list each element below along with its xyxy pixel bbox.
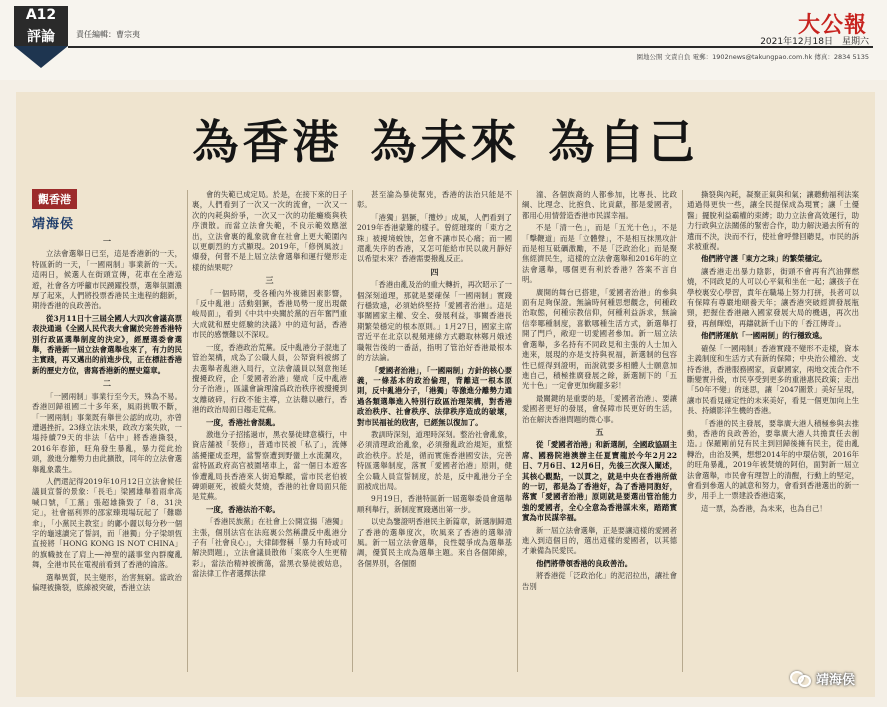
article-paragraph: 他們將帶領香港的良政善治。 <box>536 558 633 568</box>
page-number: A12 <box>25 7 57 23</box>
article-paragraph: 9月19日，香港特區新一屆選舉委員會選舉順利舉行，新制度實踐邁出第一步。 <box>357 494 512 514</box>
article-paragraph: 從3月11日十三屆全國人大四次會議高票表決通過《全國人民代表大會關於完善香港特別行政區選舉制度的決定》，經歷選委會選舉，香港新一屆立法會選舉也來了，有力的民主實踐，再又邁出的前進步伐，正在標註香港新的歷史方位，書寫香港新的歷史篇章。 <box>32 313 182 375</box>
article-column-3 <box>357 190 512 672</box>
article-paragraph: 以史為鑒證明香港民主新篇章，新選制歸還了香港的選舉度次，吹風來了香港的選舉清風。新一屆立法會選舉，良性競爭成為選舉基調，優質民主成為選舉主題。來自各個陣線，各個界別，各個圈 <box>357 517 512 568</box>
article-paragraph: 這一票，為香港，為未來，也為自己！ <box>701 503 827 513</box>
author-name: 靖海侯 <box>32 217 75 232</box>
article-paragraph: 最關鍵的是重要的是，「愛國者治港」、要讓愛國者更好的發展，會保障市民更好的生活，治在解決香港問題的微心事。 <box>522 393 677 424</box>
section-label: 評論 <box>27 29 55 45</box>
column-divider <box>352 190 353 672</box>
article-paragraph: 潼、各個族裔的人都參加，比專長、比政綱、比理念、比抱負、比貢獻，都是愛國者，都用心用情營造香港市民謀幸福。 <box>522 190 677 220</box>
column-divider <box>187 190 188 672</box>
article-column-1 <box>32 190 182 672</box>
section-number: 四 <box>430 266 439 277</box>
article-paragraph: 甚至淪為暴徒幫兇，香港的法治只能是不彰。 <box>357 190 512 210</box>
column-divider <box>682 190 683 672</box>
article-paragraph: 人們還記得2019年10月12日立法會候任議員宣誓的景象：「長毛」梁國雄舉着雨傘高喊口號，「工黨」張超雄撕毀了「8．31決定」，社會福利界的邵家臻現場玩起了「難聯傘」，「小黨民主教室」的鄺小麗以每分秒一個字的龜速讀完了誓詞，而「港獨」分子梁頌恆直接將「HONG KONG IS NOT CHINA」的旗幟披在了肩上──神聖的議事堂內群魔亂舞，全港市民在電視前看到了香港的淪落。 <box>32 476 182 570</box>
section-number: 五 <box>595 426 604 437</box>
article-paragraph: 他們將運航「一國兩制」的行穩致遠。 <box>701 331 827 341</box>
article-paragraph: 撕裂與內耗，凝聚正氣與和氣；讓聽動福利法案通過得更快一些，讓全民提保成為現實；讓「土優醫」擺脫利益霸權的束縛；助力立法會高效運行，助力行政與立法關係的緊密合作，助力解決過去所有的遺而不決，決而不行，使社會呼聲回聽見，市民的訴求被重視。 <box>687 190 859 252</box>
issue-date: 2021年12月18日 星期六 <box>760 37 869 47</box>
article-paragraph: 從「愛國者治港」和新選制，全國政協副主席、國務院港澳辦主任夏寶龍於今年2月22日、7月6日、12月6日，先後三次深入闡述，其核心觀點，一以貫之，就是中央在香港所做的一切，都是為了香港好，為了香港同胞好，落實「愛國者治港」原則就是要選出管治能力強的愛國者，全心全意為香港謀未來，踏踏實實為市民謀幸福。 <box>522 440 677 523</box>
article-paragraph: 一度，香港社會混亂。 <box>206 417 280 427</box>
article-paragraph: 「一個時期，受各種內外複雜因素影響，「反中亂港」活動猖獗，香港局勢一度出現嚴峻局面」，看到《中共中央關於黨的百年奮鬥重大成就和歷史經驗的決議》中的這句話，香港市民的感懷難以不深叹。 <box>192 288 347 340</box>
article-paragraph: 「香港的民主發展，要靠廣大港人積極參與去推動，香港的良政善治，要靠廣大港人共擔責任去創造。」保羅剛前兒有民主到回歸後擁有民主，從由亂轉治，由治及興，想想2014年的中環佔領，2016年的旺角暴亂，2019年被焚燒的阿伯，面對新一屆立法會選舉，市民會有理智上的清醒，行動上的堅定，會看到參選人的誠意和努力，會看到香港選出的新一步，用手上一票建設香港這案， <box>687 418 859 501</box>
section-number: 二 <box>103 378 111 389</box>
article-paragraph: 「一國兩制」事業行至今天，殊為不易。香港回歸祖國二十多年來，風雨挑戰不斷，「一國兩制」事業既有舉世公認的成功，亦曾遭遇挫折。23條立法未果，政改方案失敗，一場持續79天的非法「佔中」將香港撕裂，2016年春節，旺角發生暴亂，暴力從此抬頭，激進分離勢力由此擴散，同年的立法會選舉亂象叢生。 <box>32 391 182 474</box>
headline <box>16 106 875 172</box>
article-paragraph: 他們將守護「東方之珠」的繁榮穩定。 <box>701 254 827 264</box>
headline-part: 為自己 <box>548 115 699 169</box>
watermark <box>790 667 855 689</box>
article-paragraph: 「香港由亂及治的重大轉折，再次昭示了一個深刻道理，那就是要確保「一國兩制」實踐行穩致遠，必須始終堅持「愛國者治港」。這是事關國家主權、安全、發展利益，事關香港長期繁榮穩定的根本原則。」1月27日，國家主席習近平在北京以視頻連線方式聽取林鄭月娥述職報告後的一番話，指明了管治好香港最根本的方法論。 <box>357 280 512 363</box>
article-paragraph: 「香港民族黨」在社會上公開宣揚「港獨」主張，個別法官在法庭裏公然稱讚反中亂港分子有「社會良心」，大律師聲稱「暴力有時或可解決問題」，立法會議員散佈「案底令人生更精彩」，當法治精神被衝蕩，當黑衣暴徒被姑息，當法律工作者選擇法律 <box>192 517 347 579</box>
article-paragraph: 讓香港走出暴力陰影，街頭不會再有汽油彈燃燒，不同政見的人可以心平氣和坐在一起；讓孩子在學校裏安心學習，責年在職場上努力打拼，長者可以有保障有尊嚴地頤養天年；讓香港突破經濟發展瓶頸，把握住香港融入國家發展大局的機遇，再次出發，再創輝煌，再鑄就新千山下的「香江傳奇」。 <box>687 266 859 328</box>
page-header <box>0 0 887 80</box>
article-paragraph: 一度，香港政治荒蕪。反中亂港分子混進了管治架構，成為了公職人員，公帑資料被綁了去選舉者亂港入局行，立法會議員以刻意拖延攪擾政府，企「愛國者治港」變成「反中亂港分子治港」，區議會論理淪爲政治秩序被攪擾到支離破碎，行政不能主導，立法難以融行，香港的政治局面日趨走荒蕪。 <box>192 342 347 415</box>
headline-part: 為香港 <box>192 115 343 169</box>
article-paragraph: 將香港從「泛政治化」的泥沼拉出，讓社會告別 <box>522 571 677 591</box>
watermark-text: 靖海侯 <box>815 672 855 688</box>
column-tag: 觀香港 <box>32 189 77 209</box>
article-column-5 <box>687 190 859 672</box>
section-arrow-icon <box>14 46 68 68</box>
headline-part: 為未來 <box>370 115 521 169</box>
section-number: 一 <box>103 236 111 246</box>
article-paragraph: 確保「一國兩制」香港實踐不變形不走樣，資本主義制度和生活方式有新的保障；中央治公權治、支持香港，香港服務國家，貢獻國家，兩地交流合作不斷變實升級，市民享受到更多的重港惠民政策；走出「50年不變」的迷思，讓「2047圖景」美好呈現，讓市民看見確定性的未來美好，看見一個更加向上生長、持續影洋生機的香港。 <box>687 343 859 416</box>
page-tag <box>14 6 68 46</box>
article-paragraph: 一度，香港法治不彰。 <box>206 504 280 514</box>
contact-info: 園地公開 文責自負 電郵：1902news@takungpao.com.hk 傳真：2834 5135 <box>636 53 869 61</box>
article-column-2 <box>192 190 347 672</box>
article-paragraph: 新一屆立法會選舉，正是要讓這樣的愛國者進入到這個目的，選出這樣的愛國者，以其德才兼備為民愛民。 <box>522 525 677 556</box>
article-paragraph: 「愛國者治港」，「一國兩制」方針的核心要義，一條基本的政治倫理，背離這一根本原則，反中亂港分子，「港獨」等激進分離勢力通過各類選舉進入特別行政區治理架構，對香港政治秩序、社會秩序、法律秩序造成的破壞，對市民福祉的戕害，已經無以復加了。 <box>357 365 512 427</box>
article-paragraph: 激進分子招搖過市，黑衣暴徒肆意橫行，中資店舖被「裝修」，普通市民被「私了」，流傳謠擾擺成歪理，當警察遭到野蠻上水流瀾攻，當特區政府高官被圍堵車上，當一個日本遊客慘遭亂局長香港來人街追擊蹤，當市民老伯被磚頭砸死，被縱火焚燒，香港的社會局面只能是荒蕪。 <box>192 429 347 502</box>
article-column-4 <box>522 190 677 672</box>
article-page <box>16 92 875 697</box>
section-number: 三 <box>265 275 274 286</box>
editor-credit: 責任編輯：曹宗夷 <box>76 30 140 39</box>
article-paragraph: 選舉異質，民主變形，治害無窮。當政治偏理被撕裂，底線被突破，香港立法 <box>32 572 182 592</box>
article-paragraph: 立法會選舉日已至，這是香港新的一天，特區新的一天，「一國兩制」事業新的一天。這兩日，候選人在街頭宣傳，花車在全港巡遊，社會各方呼籲市民踴躍投票，選舉氛圍濃厚了起來，人們將投票香港民主進程的翻新，期待香港的良政善治。 <box>32 249 182 311</box>
article-paragraph: 會的失範已成定局。於是，在接下來的日子裏，人們看到了一次又一次的流會，一次又一次的內耗與紛爭，一次又一次的功能癱瘓與秩序潰散。而當立法會失範，不良示範效應滋出，立法會裏的亂象就會在社會上更大範圍內以更劇烈的方式顯現。2019年，「修例風波」爆發，何嘗不是上屆立法會選舉和運行變形走樣的結果呢？ <box>192 190 347 272</box>
article-paragraph: 教訓時深刻，道理時深刻。整治社會亂象，必須清理政治亂象，必須撥亂政治規矩，重整政治秩序。於是，循而實施香港國安法，完善特區選舉制度，落實「愛國者治港」原則，健全公職人員宣誓制度，於是，反中亂港分子全面被成出局。 <box>357 429 512 491</box>
newspaper-logo: 大公報 <box>797 12 867 38</box>
wechat-icon <box>790 670 810 686</box>
article-paragraph: 「港獨」猖獗，「攬炒」成風，人們看到了2019年香港蒙難的樣子。曾經璀璨的「東方之珠」被擾境蛻蚀，怎會不讓市民心痛；而一國還亂失序的香港，又怎可能給市民以歲月靜好以希望未來？香港需要撥亂反正。 <box>357 212 512 264</box>
column-divider <box>517 190 518 672</box>
article-paragraph: 不是「清一色」，而是「五光十色」，不是「擊鞭道」而是「立體聲」，不是相互抹黑攻計而是相互砥礪激勵，不是「泛政治化」而是聚焦經濟民生，這樣的立法會選舉和2016年的立法會選舉，哪個更有利於香港？答案不言自明。 <box>522 223 677 285</box>
header-rule <box>68 46 873 48</box>
article-paragraph: 廣開的舞台已搭建，「愛國者治港」的參與面有足夠保證。無論時何種思想觀念，何種政治取態，何種宗教信仰，何種利益訴求，無論信奉哪種制度，喜歡哪種生活方式，新選舉打開了門戶，敞迎一切愛國者參加。新一屆立法會選舉，多名持有不同政見和主張的人士加入進來，展現的亦是支持與祝福，新選制的包容性已經得到證明，而說就要多相體人士願意加進自己，積極推廣發展之餘，新選制下的「五光十色」一定會更加絢麗多彩！ <box>522 287 677 391</box>
